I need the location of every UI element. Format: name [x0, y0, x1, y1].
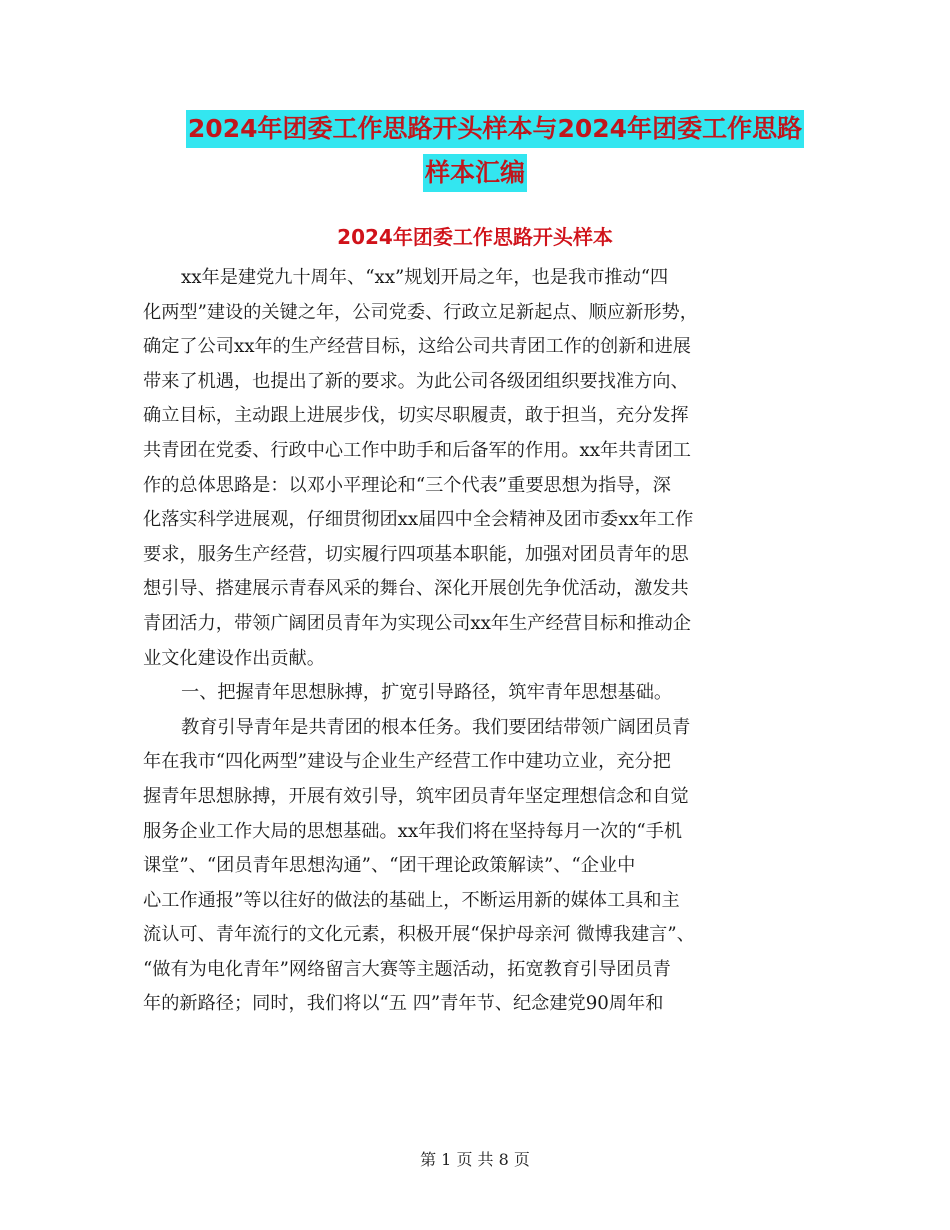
paragraph-line: 作的总体思路是：以邓小平理论和“三个代表”重要思想为指导，深 [143, 474, 671, 496]
heading-line: 一、把握青年思想脉搏，扩宽引导路径，筑牢青年思想基础。 [181, 682, 673, 704]
paragraph-line: 化两型”建设的关键之年，公司党委、行政立足新起点、顺应新形势， [143, 301, 698, 323]
paragraph-line: 握青年思想脉搏，开展有效引导，筑牢团员青年坚定理想信念和自觉 [143, 785, 689, 807]
title-line-1: 2024年团委工作思路开头样本与2024年团委工作思路 [186, 110, 804, 148]
paragraph-line: 确定了公司xx年的生产经营目标，这给公司共青团工作的创新和进展 [143, 336, 691, 358]
paragraph-line: 课堂”、“团员青年思想沟通”、“团干理论政策解读”、“企业中 [143, 855, 636, 877]
paragraph-line: 青团活力，带领广阔团员青年为实现公司xx年生产经营目标和推动企 [143, 612, 691, 634]
paragraph-line: 心工作通报”等以往好的做法的基础上，不断运用新的媒体工具和主 [143, 889, 680, 911]
paragraph-line: 年的新路径；同时，我们将以“五 四”青年节、纪念建党90周年和 [143, 993, 664, 1015]
paragraph-line: 确立目标，主动跟上进展步伐，切实尽职履责，敢于担当，充分发挥 [143, 405, 689, 427]
paragraph-line: 想引导、搭建展示青春风采的舞台、深化开展创先争优活动，激发共 [143, 578, 689, 600]
paragraph-line: 流认可、青年流行的文化元素，积极开展“保护母亲河 微博我建言”、 [143, 924, 695, 946]
section-title: 2024年团委工作思路开头样本 [337, 225, 613, 249]
paragraph-line: 要求，服务生产经营，切实履行四项基本职能，加强对团员青年的思 [143, 543, 689, 565]
paragraph-line: 共青团在党委、行政中心工作中助手和后备军的作用。xx年共青团工 [143, 439, 691, 461]
title-line-2: 样本汇编 [423, 154, 527, 192]
paragraph-line: 服务企业工作大局的思想基础。xx年我们将在坚持每月一次的“手机 [143, 820, 683, 842]
body-text [143, 261, 813, 1022]
page-footer: 第 1 页 共 8 页 [420, 1150, 530, 1169]
paragraph-line: 业文化建设作出贡献。 [143, 647, 325, 669]
paragraph-line: xx年是建党九十周年、“xx”规划开局之年，也是我市推动“四 [181, 267, 669, 288]
paragraph-line: 年在我市“四化两型”建设与企业生产经营工作中建功立业，充分把 [143, 751, 671, 773]
paragraph-line: 化落实科学进展观，仔细贯彻团xx届四中全会精神及团市委xx年工作 [143, 509, 694, 531]
document-title [0, 110, 950, 192]
paragraph-line: “做有为电化青年”网络留言大赛等主题活动，拓宽教育引导团员青 [143, 958, 671, 980]
paragraph-line: 教育引导青年是共青团的根本任务。我们要团结带领广阔团员青 [181, 716, 691, 738]
paragraph-line: 带来了机遇，也提出了新的要求。为此公司各级团组织要找准方向、 [143, 370, 689, 392]
